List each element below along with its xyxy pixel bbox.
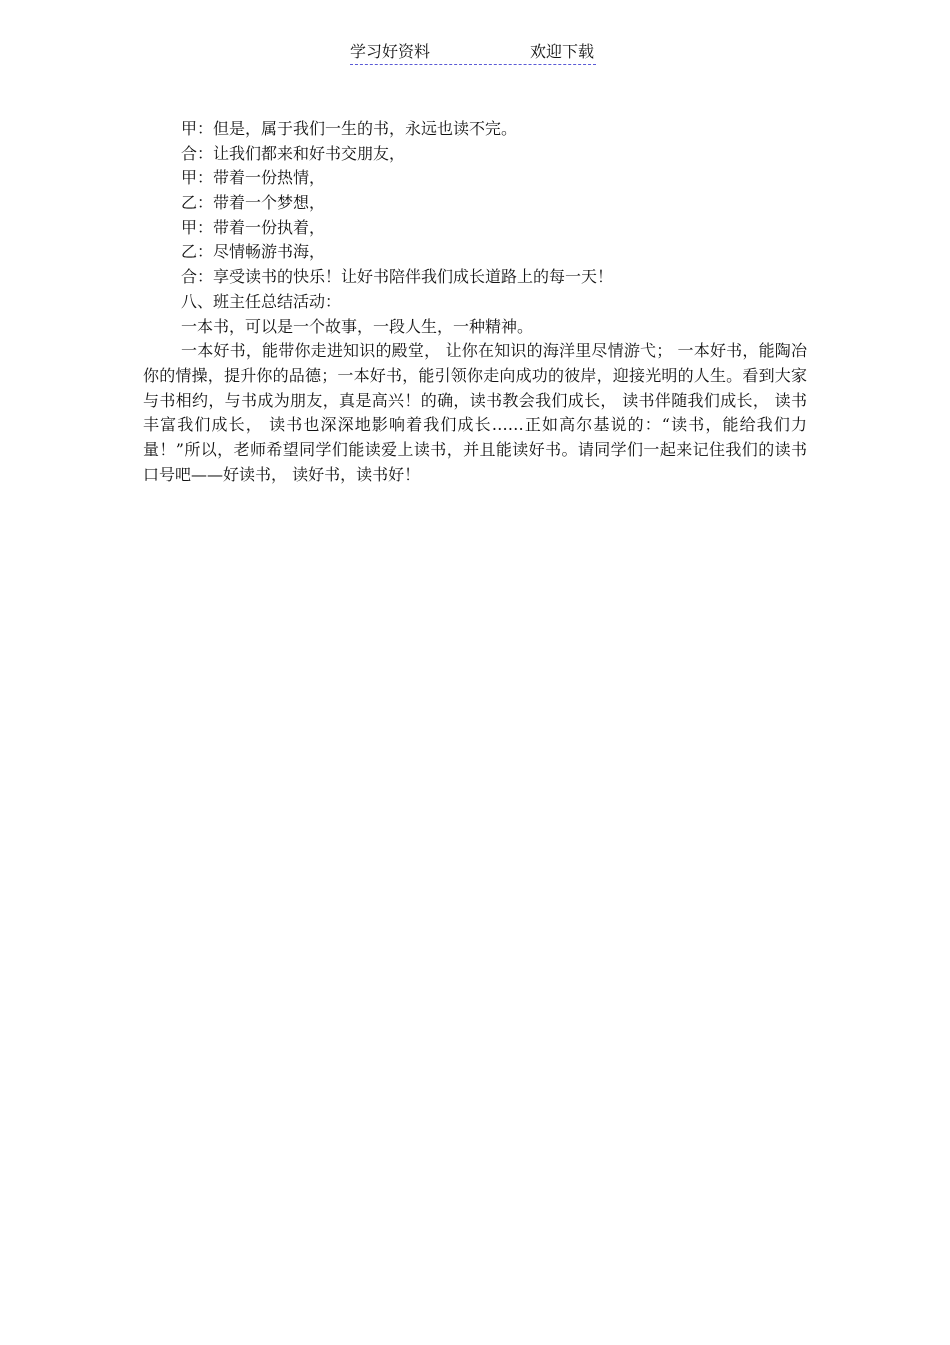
- header-title-left: 学习好资料: [350, 42, 431, 61]
- dialogue-line: 乙：带着一个梦想，: [181, 193, 326, 213]
- closing-paragraph: 一本好书，能带你走进知识的殿堂， 让你在知识的海洋里尽情游弋； 一本好书，能陶冶你的情操，提升你的品德；一本好书，能引领你走向成功的彼岸，迎接光明的人生。看到大家与书相约，与书成为朋友，真是高兴！的确，读书教会我们成长， 读书伴随我们成长， 读书丰富我们成长， 读书也深深地影响着我们成长……正如高尔基说的：“读书，能给我们力量！”所以，老师希望同学们能读爱上读书，并且能读好书。请同学们一起来记住我们的读书口号吧——好读书， 读好书，读书好！: [143, 341, 807, 484]
- dialogue-line: 甲：带着一份执着，: [181, 217, 326, 237]
- dialogue-line: 甲：带着一份热情，: [181, 168, 326, 188]
- page-header: [350, 40, 596, 65]
- dialogue-line: 甲：但是，属于我们一生的书，永远也读不完。: [181, 119, 518, 138]
- dialogue-line: 合：让我们都来和好书交朋友，: [181, 143, 406, 163]
- header-title-right: 欢迎下载: [529, 42, 594, 61]
- body-line: 一本书，可以是一个故事，一段人生，一种精神。: [181, 316, 534, 336]
- section-heading: 八、班主任总结活动：: [181, 291, 342, 311]
- dialogue-line: 合：享受读书的快乐！让好书陪伴我们成长道路上的每一天！: [181, 267, 614, 287]
- document-body: [143, 117, 807, 487]
- dialogue-line: 乙：尽情畅游书海，: [181, 242, 326, 262]
